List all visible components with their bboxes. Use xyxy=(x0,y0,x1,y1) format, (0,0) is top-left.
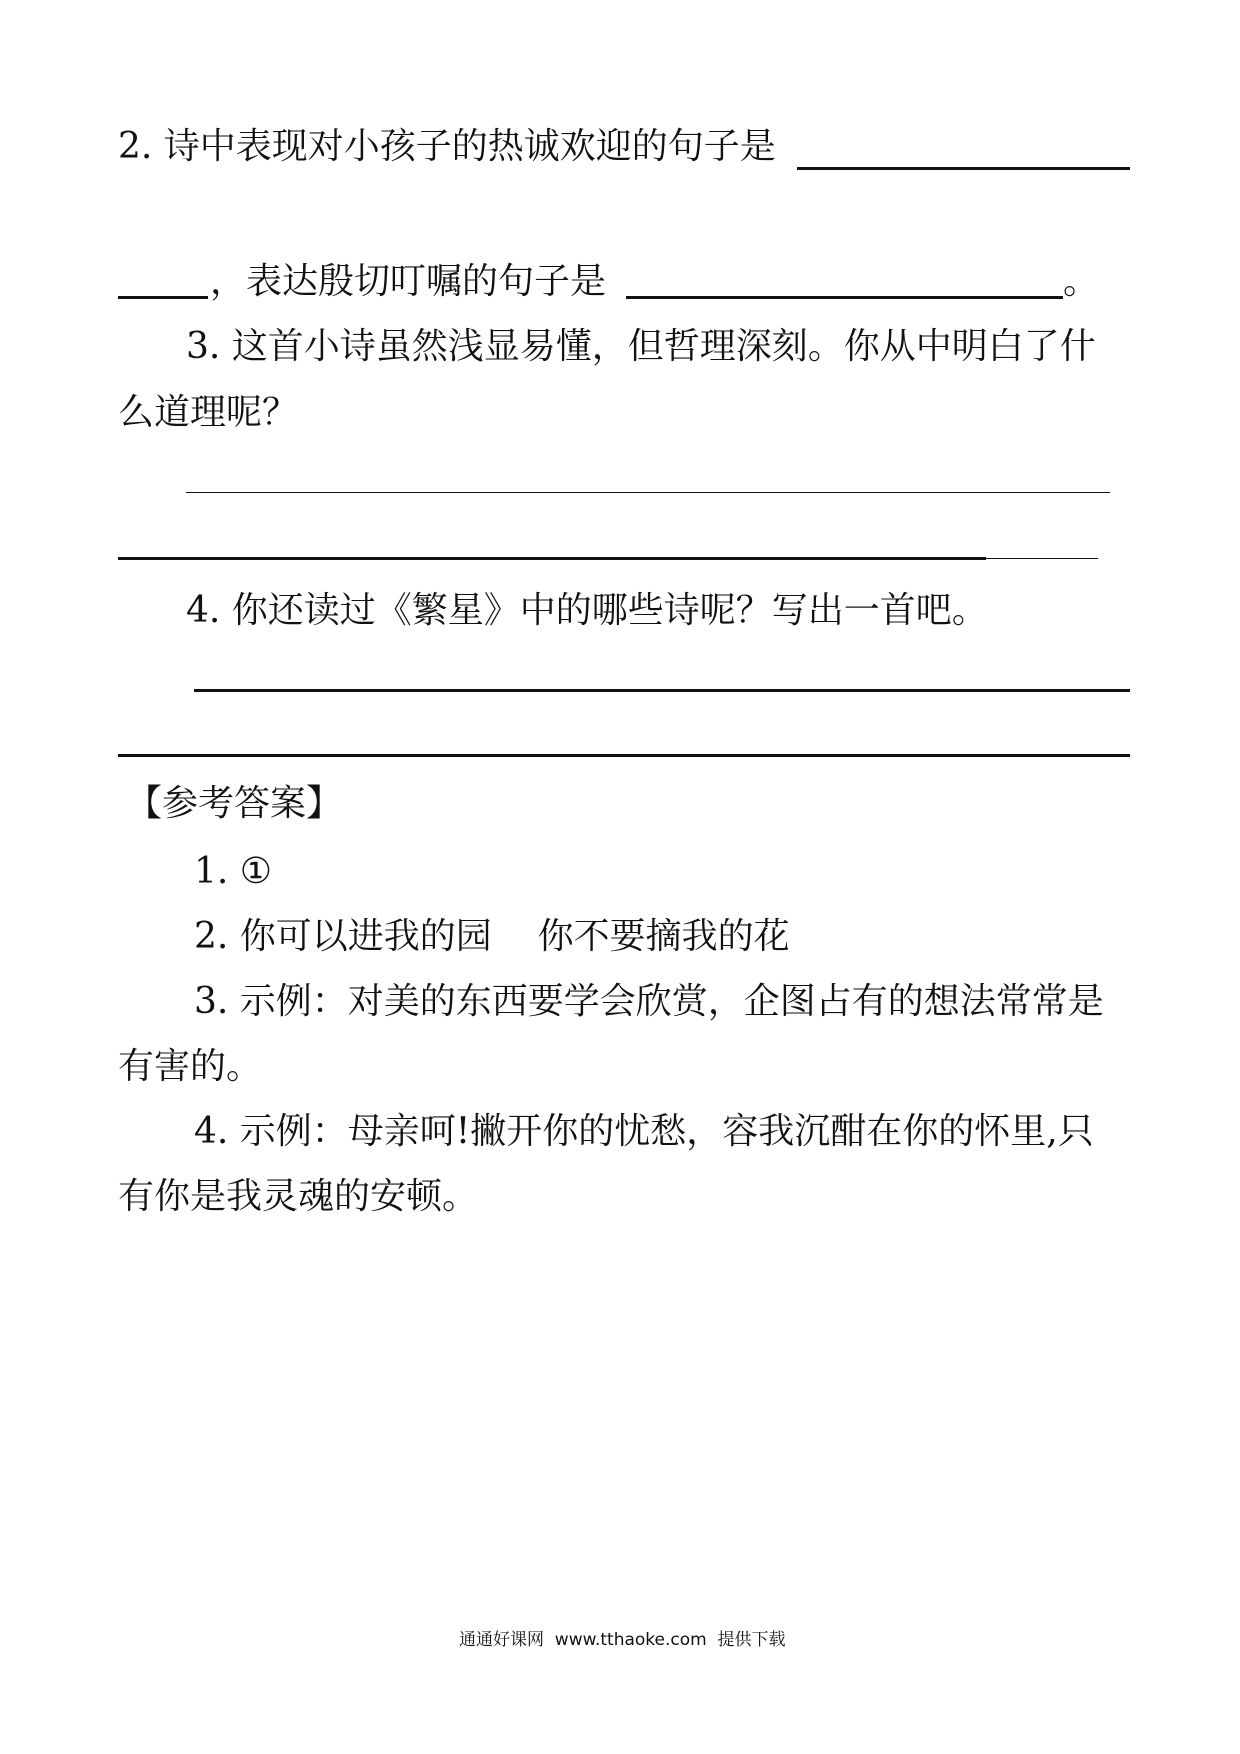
question-2-line-2-text: ，表达殷切叮嘱的句子是 xyxy=(210,261,607,302)
question-3-line-2: 么道理呢？ xyxy=(118,392,299,433)
answer-4-line-2: 有你是我灵魂的安顿。 xyxy=(118,1176,479,1217)
q4-answer-line-2[interactable] xyxy=(118,754,1130,757)
answer-4-line-1: 4. 示例：母亲呵!撇开你的忧愁，容我沉酣在你的怀里,只 xyxy=(194,1111,1094,1152)
q2-answer-blank-2[interactable] xyxy=(118,296,208,299)
question-3-line-1: 3. 这首小诗虽然浅显易懂，但哲理深刻。你从中明白了什 xyxy=(186,326,1096,367)
q2-answer-blank-1[interactable] xyxy=(797,167,1130,170)
answer-3-line-1: 3. 示例：对美的东西要学会欣赏，企图占有的想法常常是 xyxy=(194,981,1104,1022)
answer-3-line-2: 有害的。 xyxy=(118,1046,263,1087)
question-4: 4. 你还读过《繁星》中的哪些诗呢？写出一首吧。 xyxy=(186,590,988,631)
question-2-line-1: 2. 诗中表现对小孩子的热诚欢迎的句子是 xyxy=(118,126,776,167)
q4-answer-line-1[interactable] xyxy=(194,689,1130,692)
q2-answer-blank-3[interactable] xyxy=(626,296,1063,299)
answer-2: 2. 你可以进我的园 你不要摘我的花 xyxy=(194,916,790,957)
answer-1: 1. ① xyxy=(194,851,273,892)
question-2-line-2-end: 。 xyxy=(1063,261,1100,302)
answer-heading: 【参考答案】 xyxy=(126,783,343,824)
q3-answer-line-2-tail xyxy=(986,558,1098,559)
q3-answer-line-1[interactable] xyxy=(186,492,1110,493)
footer-credit: 通通好课网 www.tthaoke.com 提供下载 xyxy=(459,1630,786,1650)
q3-answer-line-2[interactable] xyxy=(118,557,986,560)
